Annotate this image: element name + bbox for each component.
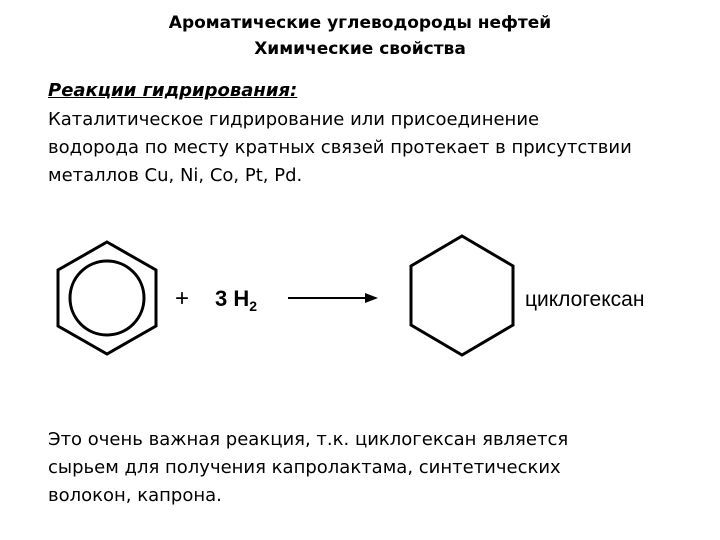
conclusion-paragraph	[48, 426, 688, 510]
conclusion-line-1: Это очень важная реакция, т.к. циклогексан является	[48, 429, 569, 450]
conclusion-line-2: сырьем для получения капролактама, синтетических	[48, 457, 561, 478]
aromatic-circle	[70, 261, 144, 335]
intro-paragraph	[48, 106, 688, 190]
benzene-ring	[58, 242, 156, 354]
reagent-subscript: 2	[249, 298, 258, 314]
slide-title	[0, 10, 720, 62]
plus-sign: +	[175, 285, 190, 312]
reagent-hydrogen	[215, 286, 257, 314]
intro-line-1: Каталитическое гидрирование или присоединение	[48, 109, 540, 130]
conclusion-line-3: волокон, капрона.	[48, 485, 222, 506]
intro-line-2: водорода по месту кратных связей протекает в присутствии	[48, 137, 632, 158]
title-line-2: Химические свойства	[254, 39, 466, 59]
reaction-arrow	[288, 293, 378, 303]
reaction-scheme	[0, 225, 720, 370]
section-heading: Реакции гидрирования:	[48, 80, 298, 101]
benzene-structure	[58, 242, 156, 354]
title-line-1: Ароматические углеводороды нефтей	[168, 13, 552, 33]
cyclohexane-ring	[411, 236, 513, 355]
reagent-coefficient: 3 H	[215, 286, 250, 311]
intro-line-3: металлов Cu, Ni, Co, Pt, Pd.	[48, 165, 303, 186]
product-label: циклогексан	[525, 288, 645, 311]
